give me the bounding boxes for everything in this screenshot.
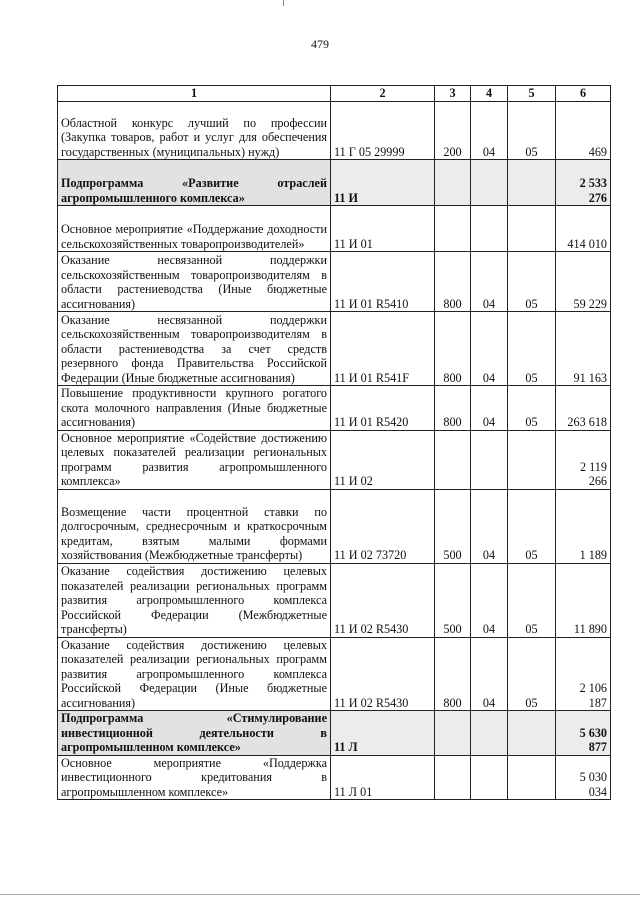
row-name: Оказание несвязанной поддержки сельскохозяйственным товаропроизводителям в области растениеводства (Иные бюджетные ассигнования): [58, 252, 331, 312]
row-vr: [435, 430, 471, 489]
row-pr: 05: [508, 489, 556, 563]
row-rz: 04: [471, 386, 508, 431]
row-pr: 05: [508, 312, 556, 386]
page-bottom-edge: [0, 894, 640, 895]
row-vr: [435, 711, 471, 756]
row-rz: 04: [471, 489, 508, 563]
row-name: Основное мероприятие «Содействие достижению целевых показателей реализации региональных программ развития агропромышленного комплекса»: [58, 430, 331, 489]
row-name: Оказание несвязанной поддержки сельскохозяйственным товаропроизводителям в области растениеводства за счет средств резервного фонда Правительства Российской Федерации (Иные бюджетные ассигнования): [58, 312, 331, 386]
row-code: 11 И 01 R5420: [331, 386, 435, 431]
table-row: [58, 102, 611, 160]
row-code: 11 Л: [331, 711, 435, 756]
column-header: 6: [556, 86, 611, 102]
row-rz: [471, 755, 508, 800]
table-row: [58, 206, 611, 252]
row-name: Оказание содействия достижению целевых показателей реализации региональных программ развития агропромышленного комплекса Российской Федерации (Иные бюджетные ассигнования): [58, 637, 331, 711]
row-vr: 800: [435, 312, 471, 386]
row-sum: 5 030 034: [556, 755, 611, 800]
row-vr: 800: [435, 252, 471, 312]
table-row: [58, 489, 611, 563]
scan-mark: [283, 0, 284, 6]
row-pr: [508, 430, 556, 489]
column-header: 2: [331, 86, 435, 102]
row-pr: [508, 755, 556, 800]
row-name: Оказание содействия достижению целевых показателей реализации региональных программ развития агропромышленного комплекса Российской Федерации (Межбюджетные трансферты): [58, 563, 331, 637]
row-vr: 800: [435, 637, 471, 711]
row-sum: 2 106 187: [556, 637, 611, 711]
row-name: Возмещение части процентной ставки по долгосрочным, среднесрочным и краткосрочным кредитам, взятым малыми формами хозяйствования (Межбюджетные трансферты): [58, 489, 331, 563]
row-pr: 05: [508, 252, 556, 312]
row-pr: 05: [508, 637, 556, 711]
row-code: 11 И: [331, 160, 435, 206]
row-code: 11 Л 01: [331, 755, 435, 800]
table-row: [58, 430, 611, 489]
table-row: [58, 312, 611, 386]
column-header: 1: [58, 86, 331, 102]
row-sum: 5 630 877: [556, 711, 611, 756]
row-code: 11 И 01 R541F: [331, 312, 435, 386]
row-sum: 1 189: [556, 489, 611, 563]
row-rz: [471, 711, 508, 756]
subprogram-row: [58, 160, 611, 206]
row-rz: 04: [471, 637, 508, 711]
row-vr: 500: [435, 563, 471, 637]
row-code: 11 И 01 R5410: [331, 252, 435, 312]
column-header: 3: [435, 86, 471, 102]
row-name: Основное мероприятие «Поддержка инвестиционного кредитования в агропромышленном комплексе»: [58, 755, 331, 800]
row-code: 11 И 02: [331, 430, 435, 489]
row-code: 11 И 02 R5430: [331, 637, 435, 711]
row-rz: [471, 430, 508, 489]
row-code: 11 И 02 73720: [331, 489, 435, 563]
table-row: [58, 252, 611, 312]
column-header: 4: [471, 86, 508, 102]
row-name: Подпрограмма «Развитие отраслей агропромышленного комплекса»: [58, 160, 331, 206]
table-header-row: [58, 86, 611, 102]
table-row: [58, 637, 611, 711]
row-pr: 05: [508, 563, 556, 637]
row-code: 11 Г 05 29999: [331, 102, 435, 160]
row-pr: [508, 711, 556, 756]
row-name: Подпрограмма «Стимулирование инвестиционной деятельности в агропромышленном комплексе»: [58, 711, 331, 756]
row-sum: 263 618: [556, 386, 611, 431]
table-row: [58, 386, 611, 431]
row-code: 11 И 02 R5430: [331, 563, 435, 637]
budget-table-body: [58, 86, 611, 800]
row-vr: [435, 206, 471, 252]
row-rz: [471, 160, 508, 206]
row-sum: 2 119 266: [556, 430, 611, 489]
row-rz: 04: [471, 102, 508, 160]
row-sum: 11 890: [556, 563, 611, 637]
row-pr: 05: [508, 102, 556, 160]
row-name: Основное мероприятие «Поддержание доходности сельскохозяйственных товаропроизводителей»: [58, 206, 331, 252]
row-sum: 91 163: [556, 312, 611, 386]
row-name: Повышение продуктивности крупного рогатого скота молочного направления (Иные бюджетные ассигнования): [58, 386, 331, 431]
row-vr: [435, 160, 471, 206]
row-sum: 469: [556, 102, 611, 160]
row-pr: 05: [508, 386, 556, 431]
table-row: [58, 755, 611, 800]
row-vr: 800: [435, 386, 471, 431]
row-rz: [471, 206, 508, 252]
subprogram-row: [58, 711, 611, 756]
page-number: 479: [311, 37, 329, 51]
row-sum: 59 229: [556, 252, 611, 312]
row-rz: 04: [471, 252, 508, 312]
table-row: [58, 563, 611, 637]
row-pr: [508, 206, 556, 252]
row-vr: 200: [435, 102, 471, 160]
row-name: Областной конкурс лучший по профессии (Закупка товаров, работ и услуг для обеспечения государственных (муниципальных) нужд): [58, 102, 331, 160]
row-pr: [508, 160, 556, 206]
budget-table: [57, 85, 611, 800]
row-rz: 04: [471, 563, 508, 637]
row-vr: 500: [435, 489, 471, 563]
row-rz: 04: [471, 312, 508, 386]
row-sum: 414 010: [556, 206, 611, 252]
row-sum: 2 533 276: [556, 160, 611, 206]
column-header: 5: [508, 86, 556, 102]
row-vr: [435, 755, 471, 800]
row-code: 11 И 01: [331, 206, 435, 252]
